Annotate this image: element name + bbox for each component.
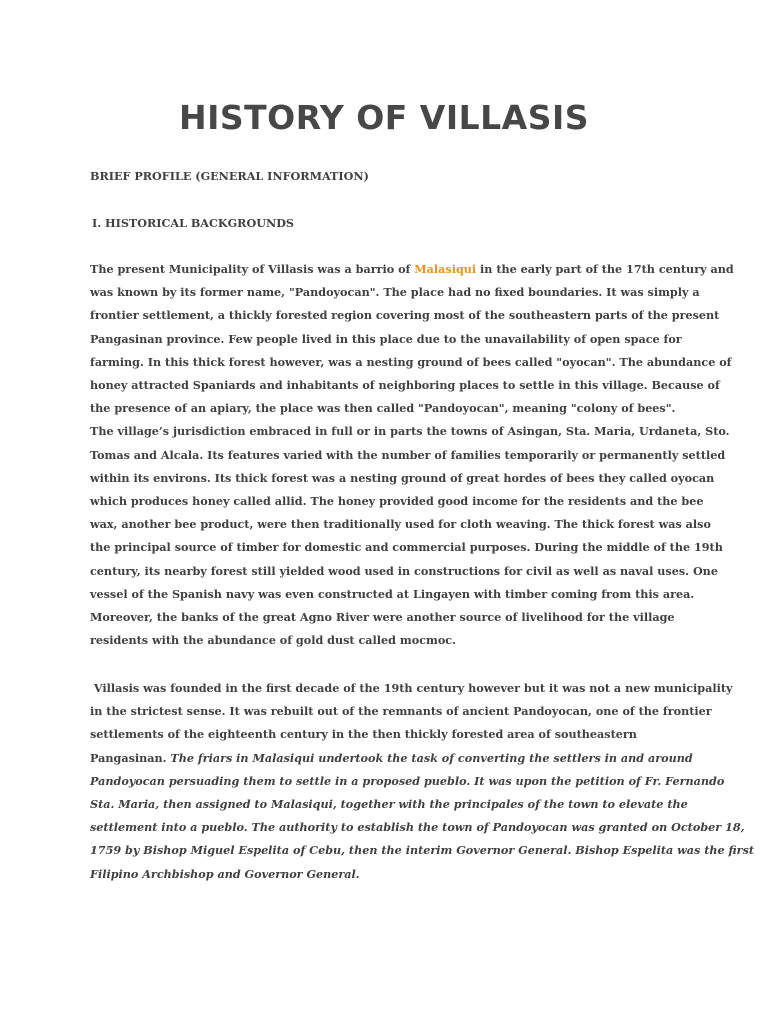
paragraph-line: Tomas and Alcala. Its features varied with the number of families temporarily or permanently settled <box>90 447 726 462</box>
italic-paragraph-line: 1759 by Bishop Miguel Espelita of Cebu, then the interim Governor General. Bishop Espelita was the first <box>90 843 755 858</box>
italic-paragraph-line: Filipino Archbishop and Governor General. <box>90 866 360 881</box>
italic-text-run: The friars in Malasiqui undertook the task of converting the settlers in and around <box>170 750 693 765</box>
text-run: The present Municipality of Villasis was a barrio of <box>90 262 415 276</box>
paragraph-history-2 <box>90 677 755 886</box>
profile-heading: BRIEF PROFILE (GENERAL INFORMATION) <box>90 169 369 183</box>
paragraph-line: wax, another bee product, were then traditionally used for cloth weaving. The thick forest was also <box>90 517 711 532</box>
paragraph-line: The village’s jurisdiction embraced in full or in parts the towns of Asingan, Sta. Maria, Urdaneta, Sto. <box>90 424 730 439</box>
italic-paragraph-line: settlement into a pueblo. The authority to establish the town of Pandoyocan was granted on October 18, <box>90 820 745 835</box>
paragraph-line: residents with the abundance of gold dust called mocmoc. <box>90 633 457 648</box>
paragraph-line: the principal source of timber for domestic and commercial purposes. During the middle of the 19th <box>90 540 723 555</box>
italic-paragraph-line: Sta. Maria, then assigned to Malasiqui, together with the principales of the town to elevate the <box>90 797 688 812</box>
paragraph-line: Moreover, the banks of the great Agno River were another source of livelihood for the village <box>90 610 675 625</box>
paragraph-line: Pangasinan province. Few people lived in this place due to the unavailability of open space for <box>90 331 682 346</box>
paragraph-line <box>90 258 734 281</box>
paragraph-line: the presence of an apiary, the place was then called "Pandoyocan", meaning "colony of bees". <box>90 401 676 416</box>
paragraph-line: settlements of the eighteenth century in the then thickly forested area of southeastern <box>90 727 637 742</box>
paragraph-line: farming. In this thick forest however, was a nesting ground of bees called "oyocan". The abundance of <box>90 354 732 369</box>
paragraph-line: century, its nearby forest still yielded wood used in constructions for civil as well as naval uses. One <box>90 563 718 578</box>
italic-paragraph-line: Pandoyocan persuading them to settle in a proposed pueblo. It was upon the petition of Fr. Fernando <box>90 773 725 788</box>
paragraph-line <box>90 747 693 770</box>
page-title: HISTORY OF VILLASIS <box>178 98 590 137</box>
text-run: Pangasinan. <box>90 750 171 765</box>
paragraph-history-1 <box>90 258 734 652</box>
paragraph-line: in the strictest sense. It was rebuilt out of the remnants of ancient Pandoyocan, one of the frontier <box>90 704 712 719</box>
paragraph-line: Villasis was founded in the first decade of the 19th century however but it was not a new municipality <box>90 681 733 695</box>
malasiqui-link[interactable]: Malasiqui <box>414 262 477 276</box>
paragraph-line: honey attracted Spaniards and inhabitants of neighboring places to settle in this village. Because of <box>90 378 720 393</box>
section-heading: I. HISTORICAL BACKGROUNDS <box>92 216 294 230</box>
paragraph-line: vessel of the Spanish navy was even constructed at Lingayen with timber coming from this area. <box>90 586 695 601</box>
paragraph-line: which produces honey called allid. The honey provided good income for the residents and the bee <box>90 494 704 509</box>
paragraph-line: within its environs. Its thick forest was a nesting ground of great hordes of bees they called oyocan <box>90 470 715 485</box>
text-run: in the early part of the 17th century and <box>476 262 734 276</box>
paragraph-line: frontier settlement, a thickly forested region covering most of the southeastern parts of the present <box>90 308 720 323</box>
paragraph-line: was known by its former name, "Pandoyocan". The place had no fixed boundaries. It was simply a <box>90 285 700 300</box>
